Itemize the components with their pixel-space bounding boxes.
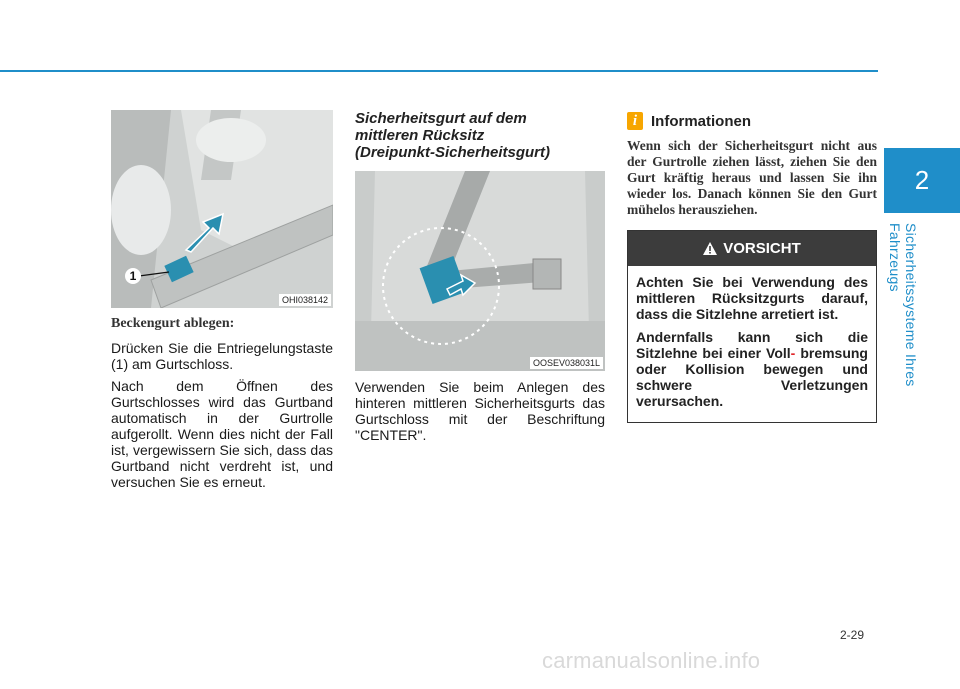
chapter-title: Sicherheitssysteme Ihres Fahrzeugs bbox=[887, 223, 919, 387]
section-heading: Beckengurt ablegen: bbox=[111, 316, 235, 331]
figure-center-belt bbox=[355, 171, 605, 371]
caution-paragraph bbox=[636, 329, 868, 409]
warning-triangle-icon bbox=[703, 242, 717, 255]
figure-code: OHI038142 bbox=[279, 294, 331, 306]
figure-code: OOSEV038031L bbox=[530, 357, 603, 369]
caution-box bbox=[627, 230, 877, 423]
caution-paragraph: Achten Sie bei Verwendung des mittleren Rücksitzgurts darauf, dass die Sitzlehne arretiert ist. bbox=[636, 274, 868, 322]
figure-buckle-release bbox=[111, 110, 333, 308]
center-belt-illustration bbox=[355, 171, 605, 371]
column-right bbox=[627, 110, 877, 423]
caution-title: VORSICHT bbox=[723, 240, 801, 257]
callout-1: 1 bbox=[125, 268, 141, 284]
info-title: Informationen bbox=[651, 112, 751, 130]
column-middle bbox=[355, 110, 605, 449]
paragraph: Verwenden Sie beim Anlegen des hinteren mittleren Sicherheitsgurts das Gurtschloss mit der Beschriftung "CENTER". bbox=[355, 379, 605, 443]
caution-header bbox=[628, 231, 876, 266]
paragraph: Nach dem Öffnen des Gurtschlosses wird das Gurtband automatisch in der Gurtrolle aufgerollt. Wenn dies nicht der Fall ist, vergewissern Sie sich, dass das Gurtband nicht verdreht ist, und versuchen Sie es erneut. bbox=[111, 378, 333, 490]
info-text: Wenn sich der Sicherheitsgurt nicht aus der Gurtrolle ziehen lässt, ziehen Sie den Gurt kräftig heraus und lassen Sie ihn wieder los. Danach können Sie den Gurt mühelos herausziehen. bbox=[627, 138, 877, 217]
buckle-release-illustration bbox=[111, 110, 333, 308]
section-heading-line: (Dreipunkt-Sicherheitsgurt) bbox=[355, 144, 551, 161]
chapter-number: 2 bbox=[914, 165, 930, 195]
watermark: carmanualsonline.info bbox=[542, 648, 761, 673]
page-number: 2-29 bbox=[840, 628, 865, 642]
top-rule bbox=[0, 70, 878, 72]
info-icon: i bbox=[627, 112, 643, 130]
column-left bbox=[111, 110, 333, 496]
chapter-tab bbox=[884, 148, 960, 213]
caution-body bbox=[628, 266, 876, 422]
caution-text: Andernfalls kann sich die Sitzlehne bei einer Voll bbox=[636, 329, 868, 361]
info-header bbox=[627, 112, 877, 130]
section-heading-line: mittleren Rücksitz bbox=[355, 127, 485, 144]
section-heading-line: Sicherheitsgurt auf dem bbox=[355, 110, 527, 127]
hyphen-mark: - bbox=[790, 345, 796, 361]
paragraph: Drücken Sie die Entriegelungstaste (1) am Gurtschloss. bbox=[111, 340, 333, 372]
caution-text: bremsung oder Kollision bewegen und schwere Verletzungen verursachen. bbox=[636, 345, 868, 409]
